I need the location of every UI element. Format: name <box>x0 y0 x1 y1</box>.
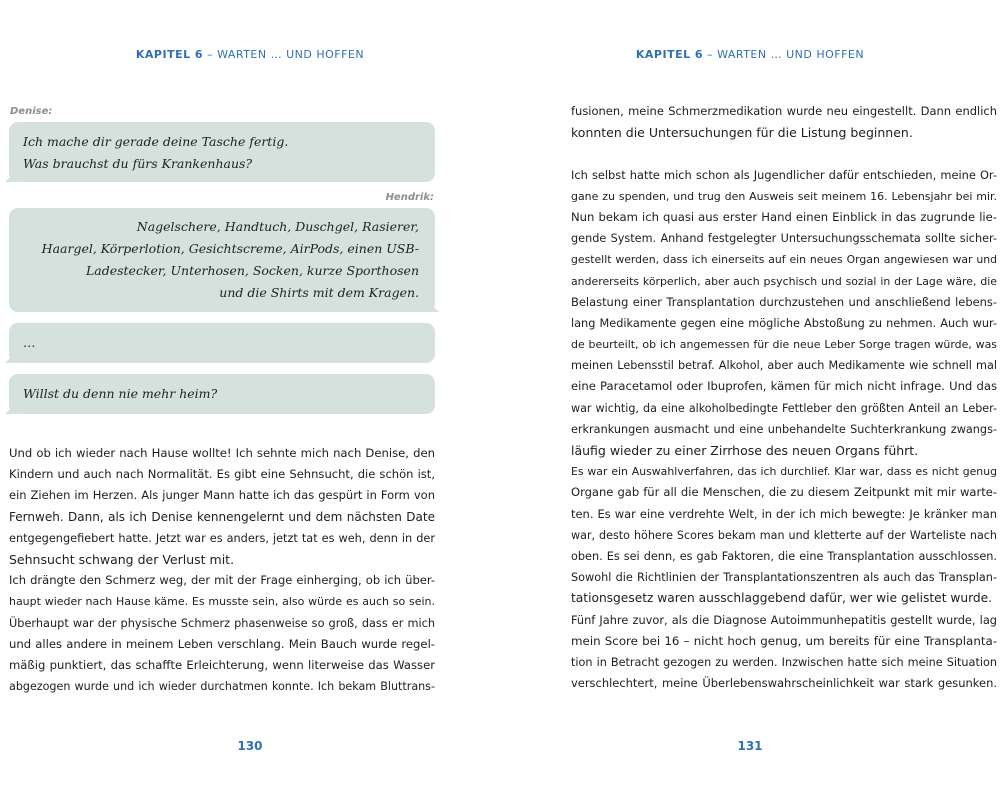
text-line: gane zu spenden, und trug den Ausweis seit meinem 16. Lebensjahr bei mir. <box>571 189 997 203</box>
text-line: Und ob ich wieder nach Hause wollte! Ich sehnte mich nach Denise, den <box>9 446 435 460</box>
text-line: Es war ein Auswahlverfahren, das ich durchlief. Klar war, dass es nicht genug <box>571 465 997 479</box>
text-line: verschlechtert, meine Überlebenswahrscheinlichkeit war stark gesunken. <box>571 676 997 691</box>
running-head <box>0 48 500 61</box>
text-line: eine Paracetamol oder Ibuprofen, kämen für mich nicht infrage. Und das <box>571 379 997 394</box>
chat-line: … <box>23 335 36 350</box>
chat-bubble-denise <box>9 122 435 182</box>
text-line: de beurteilt, ob ich angemessen für die neue Leber Sorge tragen würde, was <box>571 338 997 352</box>
text-line: war wichtig, da eine alkoholbedingte Fettleber den größten Anteil an Leber- <box>571 401 997 415</box>
chapter-title: – WARTEN … UND HOFFEN <box>703 48 865 61</box>
text-line: Ich selbst hatte mich schon als Jugendlicher dafür entschieden, meine Or- <box>571 167 997 182</box>
text-line: läufig wieder zu einer Zirrhose des neuen Organs führt. <box>571 443 919 458</box>
chapter-label: KAPITEL 6 <box>135 48 204 61</box>
chat-line: Ich mache dir gerade deine Tasche fertig. <box>23 134 289 149</box>
text-line: ten. Es war eine verdrehte Welt, in der ich mich bewegte: Je kränker man <box>571 506 997 521</box>
text-line: Sowohl die Richtlinien der Transplantationszentren als auch das Transplan- <box>571 571 997 585</box>
text-line: Ich drängte den Schmerz weg, der mit der Frage einherging, ob ich über- <box>9 573 435 588</box>
chat-line: Ladestecker, Unterhosen, Socken, kurze Sporthosen <box>85 263 419 278</box>
chat-bubble-ellipsis <box>9 323 435 363</box>
text-line: fusionen, meine Schmerzmedikation wurde neu eingestellt. Dann endlich <box>571 104 997 118</box>
text-line: Belastung einer Transplantation durchzustehen und anschließend lebens- <box>571 294 997 309</box>
page-number: 131 <box>737 739 763 753</box>
text-line: gestellt werden, dass ich einerseits auf ein neues Organ angewiesen war und <box>571 253 997 267</box>
chapter-title: – WARTEN … UND HOFFEN <box>203 48 365 61</box>
body-text-right <box>571 101 997 694</box>
text-line: lang Medikamente gegen eine mögliche Abstoßung zu nehmen. Auch wur- <box>571 316 997 330</box>
text-line: erkrankungen ausmacht und eine unbehandelte Suchterkrankung zwangs- <box>571 422 997 436</box>
text-line: konnten die Untersuchungen für die Listung beginnen. <box>571 125 913 141</box>
chat-line: Nagelschere, Handtuch, Duschgel, Rasierer, <box>136 219 419 234</box>
text-line: meinen Lebensstil betraf. Alkohol, aber auch Medikamente wie schnell mal <box>571 359 997 373</box>
text-line: Sehnsucht schwang der Verlust mit. <box>9 551 235 567</box>
chat-line: Was brauchst du fürs Krankenhaus? <box>23 156 253 171</box>
text-line: tationsgesetz waren ausschlaggebend dafür, wer wie gelistet wurde. <box>571 591 993 606</box>
chat-line: Haargel, Körperlotion, Gesichtscreme, AirPods, einen USB- <box>41 241 419 256</box>
running-head <box>500 48 1000 61</box>
page-number: 130 <box>237 739 263 753</box>
text-line: mäßig punktiert, das schaffte Erleichterung, wenn literweise das Wasser <box>9 657 435 672</box>
text-line: entgegengefiebert hatte. Jetzt war es anders, jetzt tat es weh, denn in der <box>9 531 435 545</box>
chapter-label: KAPITEL 6 <box>635 48 704 61</box>
chat-bubble-hendrik <box>9 208 435 312</box>
paragraph-gap <box>571 143 997 164</box>
text-line: mein Score bei 16 – nicht hoch genug, um bereits für eine Transplanta- <box>571 633 997 648</box>
text-line: war, desto höhere Scores bekam man und kletterte auf der Warteliste nach <box>571 528 997 542</box>
text-line: Fünf Jahre zuvor, als die Diagnose Autoimmunhepatitis gestellt wurde, lag <box>571 612 997 627</box>
body-text-left <box>9 443 435 697</box>
text-line: haupt wieder nach Hause käme. Es musste sein, also würde es auch so sein. <box>9 595 435 609</box>
speaker-denise: Denise: <box>10 106 53 117</box>
text-line: tion in Betracht gezogen zu werden. Inzwischen hatte sich meine Situation <box>571 655 997 669</box>
text-line: Fernweh. Dann, als ich Denise kennengelernt und dem nächsten Date <box>9 509 435 524</box>
text-line: andererseits körperlich, aber auch psychisch und sozial in der Lage wäre, die <box>571 274 997 288</box>
text-line: Nun bekam ich quasi aus erster Hand einen Einblick in das zugrunde lie- <box>571 209 997 224</box>
chat-line: und die Shirts mit dem Kragen. <box>219 285 419 300</box>
text-line: oben. Es sei denn, es gab Faktoren, die eine Transplantation ausschlossen. <box>571 549 997 563</box>
text-line: abgezogen wurde und ich wieder durchatmen konnte. Ich bekam Bluttrans- <box>9 680 435 694</box>
chat-line: Willst du denn nie mehr heim? <box>23 386 218 401</box>
text-line: gende System. Anhand festgelegter Untersuchungsschemata sollte sicher- <box>571 232 997 246</box>
text-line: Organe gab für all die Menschen, die zu diesem Zeitpunkt mit mir warte- <box>571 485 997 500</box>
speaker-hendrik: Hendrik: <box>385 192 434 203</box>
text-line: ein Ziehen im Herzen. Als junger Mann hatte ich das gespürt in Form von <box>9 488 435 503</box>
text-line: Kindern und auch nach Normalität. Es gibt eine Sehnsucht, die schön ist, <box>9 467 435 482</box>
right-page <box>500 0 1000 800</box>
chat-bubble-question <box>9 374 435 414</box>
text-line: Überhaupt war der physische Schmerz phasenweise so groß, dass er mich <box>9 615 435 630</box>
text-line: und alles andere in meinem Leben verschlang. Mein Bauch wurde regel- <box>9 636 435 651</box>
